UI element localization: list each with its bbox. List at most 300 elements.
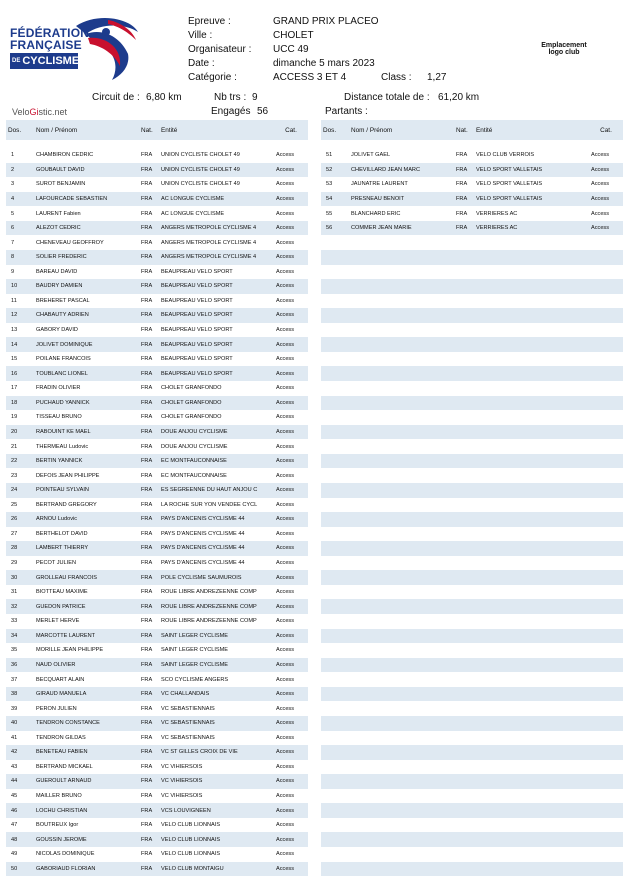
table-spacer <box>321 140 623 148</box>
dos-cell <box>321 687 349 702</box>
nat-cell <box>454 716 474 731</box>
name-cell <box>349 614 454 629</box>
nat-cell <box>454 454 474 469</box>
entity-cell: SAINT LEGER CYCLISME <box>159 643 274 658</box>
nat-cell: FRA <box>139 760 159 775</box>
table-row <box>6 527 308 542</box>
cat-cell <box>589 832 623 847</box>
name-cell <box>349 803 454 818</box>
nat-cell <box>454 803 474 818</box>
table-row <box>321 643 623 658</box>
table-row <box>6 585 308 600</box>
table-row <box>6 425 308 440</box>
entity-cell <box>474 454 589 469</box>
cat-cell <box>589 352 623 367</box>
cat-cell: Access <box>274 439 308 454</box>
name-cell <box>349 832 454 847</box>
name-cell: CHENEVEAU GEOFFROY <box>34 235 139 250</box>
name-cell: THERMEAU Ludovic <box>34 439 139 454</box>
cat-cell: Access <box>274 235 308 250</box>
dos-cell: 14 <box>6 337 34 352</box>
cat-cell: Access <box>589 206 623 221</box>
table-row <box>321 294 623 309</box>
cat-cell: Access <box>274 425 308 440</box>
table-row <box>6 862 308 877</box>
table-row <box>321 279 623 294</box>
cat-cell <box>589 527 623 542</box>
name-cell: POILANE FRANCOIS <box>34 352 139 367</box>
name-cell: CHEVILLARD JEAN MARC <box>349 163 454 178</box>
table-row <box>6 381 308 396</box>
table-row <box>321 221 623 236</box>
entity-cell: ROUE LIBRE ANDREZEENNE COMP <box>159 599 274 614</box>
entity-cell: CHOLET GRANFONDO <box>159 410 274 425</box>
entity-cell: EC MONTFAUCONNAISE <box>159 468 274 483</box>
entity-cell <box>474 789 589 804</box>
table-spacer <box>6 140 308 148</box>
cat-cell: Access <box>274 585 308 600</box>
nat-cell: FRA <box>139 541 159 556</box>
nat-cell <box>454 279 474 294</box>
nat-cell <box>454 745 474 760</box>
entity-cell <box>474 323 589 338</box>
cat-cell: Access <box>274 745 308 760</box>
table-row <box>6 177 308 192</box>
name-cell: BERTIN YANNICK <box>34 454 139 469</box>
entity-cell: ANGERS METROPOLE CYCLISME 4 <box>159 235 274 250</box>
nat-cell <box>454 352 474 367</box>
cat-cell <box>589 483 623 498</box>
dos-cell: 4 <box>6 192 34 207</box>
dos-cell <box>321 629 349 644</box>
name-cell: CHAMBIRON CEDRIC <box>34 148 139 163</box>
nat-cell: FRA <box>139 658 159 673</box>
entity-cell <box>474 498 589 513</box>
cat-cell: Access <box>589 221 623 236</box>
nat-cell <box>454 731 474 746</box>
nat-cell <box>454 760 474 775</box>
nat-cell: FRA <box>454 206 474 221</box>
cat-cell: Access <box>274 556 308 571</box>
dos-cell: 30 <box>6 570 34 585</box>
table-row <box>321 658 623 673</box>
nat-cell <box>454 701 474 716</box>
partants-label: Partants : <box>325 106 368 117</box>
entity-cell: VELO SPORT VALLETAIS <box>474 192 589 207</box>
dos-cell: 46 <box>6 803 34 818</box>
cat-cell: Access <box>274 847 308 862</box>
table-row <box>321 265 623 280</box>
table-row <box>321 556 623 571</box>
entity-cell <box>474 279 589 294</box>
table-row <box>321 731 623 746</box>
name-cell <box>349 570 454 585</box>
table-row <box>321 847 623 862</box>
entity-cell: ANGERS METROPOLE CYCLISME 4 <box>159 221 274 236</box>
dos-cell: 50 <box>6 862 34 877</box>
dos-cell <box>321 789 349 804</box>
organisateur-label: Organisateur : <box>188 44 252 55</box>
dos-cell: 16 <box>6 366 34 381</box>
nat-cell <box>454 672 474 687</box>
cat-cell: Access <box>274 803 308 818</box>
nat-cell: FRA <box>139 366 159 381</box>
cat-cell <box>589 599 623 614</box>
dos-cell <box>321 570 349 585</box>
name-cell <box>349 599 454 614</box>
name-cell: GABORIAUD FLORIAN <box>34 862 139 877</box>
dos-cell <box>321 658 349 673</box>
club-logo-placeholder <box>534 42 594 56</box>
table-row <box>6 294 308 309</box>
nat-cell: FRA <box>139 454 159 469</box>
name-cell: LOCHU CHRISTIAN <box>34 803 139 818</box>
name-cell: DEFOIS JEAN PHILIPPE <box>34 468 139 483</box>
dos-cell <box>321 701 349 716</box>
dos-cell <box>321 323 349 338</box>
name-cell: MARCOTTE LAURENT <box>34 629 139 644</box>
cat-cell <box>589 294 623 309</box>
dos-cell <box>321 483 349 498</box>
cat-cell: Access <box>274 294 308 309</box>
cat-cell: Access <box>274 366 308 381</box>
dos-cell <box>321 381 349 396</box>
name-cell <box>349 658 454 673</box>
dos-cell <box>321 556 349 571</box>
table-row <box>6 483 308 498</box>
table-row <box>321 716 623 731</box>
cat-cell: Access <box>274 177 308 192</box>
cat-cell: Access <box>274 498 308 513</box>
cat-cell: Access <box>274 265 308 280</box>
dos-cell <box>321 439 349 454</box>
nat-cell: FRA <box>139 425 159 440</box>
name-cell <box>349 862 454 877</box>
class-label: Class : <box>381 72 412 83</box>
table-row <box>6 337 308 352</box>
entity-cell: BEAUPREAU VELO SPORT <box>159 308 274 323</box>
nat-cell: FRA <box>454 163 474 178</box>
nat-cell: FRA <box>139 832 159 847</box>
nat-cell <box>454 250 474 265</box>
dos-cell: 49 <box>6 847 34 862</box>
dos-cell: 47 <box>6 818 34 833</box>
cat-cell <box>589 396 623 411</box>
name-cell: NICOLAS DOMINIQUE <box>34 847 139 862</box>
table-row <box>6 556 308 571</box>
name-cell <box>349 425 454 440</box>
entity-cell <box>474 512 589 527</box>
cat-cell: Access <box>589 177 623 192</box>
table-row <box>321 803 623 818</box>
name-cell: BLANCHARD ERIC <box>349 206 454 221</box>
table-row <box>6 745 308 760</box>
entity-cell: VC SEBASTIENNAIS <box>159 731 274 746</box>
entity-cell <box>474 687 589 702</box>
table-row <box>321 483 623 498</box>
dos-cell <box>321 396 349 411</box>
name-cell: GUEROULT ARNAUD <box>34 774 139 789</box>
entity-cell <box>474 570 589 585</box>
dos-cell <box>321 672 349 687</box>
entity-cell: PAYS D'ANCENIS CYCLISME 44 <box>159 527 274 542</box>
dos-cell: 27 <box>6 527 34 542</box>
nat-cell: FRA <box>139 512 159 527</box>
nat-cell: FRA <box>139 177 159 192</box>
cat-cell: Access <box>274 570 308 585</box>
entity-cell: VC ST GILLES CROIX DE VIE <box>159 745 274 760</box>
table-row <box>321 614 623 629</box>
entity-cell: CHOLET GRANFONDO <box>159 381 274 396</box>
cat-cell <box>589 498 623 513</box>
name-cell: POINTEAU SYLVAIN <box>34 483 139 498</box>
nat-cell: FRA <box>139 803 159 818</box>
name-cell: BREHERET PASCAL <box>34 294 139 309</box>
name-cell: LAMBERT THIERRY <box>34 541 139 556</box>
dos-cell: 1 <box>6 148 34 163</box>
name-cell <box>349 381 454 396</box>
name-cell: JOLIVET DOMINIQUE <box>34 337 139 352</box>
dos-cell: 35 <box>6 643 34 658</box>
table-row <box>6 672 308 687</box>
nat-cell: FRA <box>139 396 159 411</box>
nat-cell <box>454 599 474 614</box>
dos-cell: 5 <box>6 206 34 221</box>
table-row <box>6 163 308 178</box>
cat-cell: Access <box>274 672 308 687</box>
nat-cell <box>454 658 474 673</box>
nat-cell <box>454 527 474 542</box>
table-row <box>321 832 623 847</box>
dos-cell: 19 <box>6 410 34 425</box>
nat-cell <box>454 483 474 498</box>
table-row <box>6 614 308 629</box>
riders-table-left <box>6 120 308 876</box>
dos-cell: 44 <box>6 774 34 789</box>
distance-label: Distance totale de : <box>344 92 430 103</box>
entity-cell: VC VIHIERSOIS <box>159 789 274 804</box>
cat-cell: Access <box>274 483 308 498</box>
dos-cell: 39 <box>6 701 34 716</box>
name-cell <box>349 731 454 746</box>
cat-cell <box>589 803 623 818</box>
nat-cell: FRA <box>139 323 159 338</box>
table-row <box>6 629 308 644</box>
table-row <box>321 599 623 614</box>
cat-cell: Access <box>274 308 308 323</box>
name-cell <box>349 454 454 469</box>
nat-cell: FRA <box>139 410 159 425</box>
dos-cell <box>321 468 349 483</box>
dos-cell: 9 <box>6 265 34 280</box>
entity-cell <box>474 468 589 483</box>
nat-cell <box>454 570 474 585</box>
table-row <box>321 774 623 789</box>
brand-part-a: Velo <box>12 107 30 117</box>
name-cell <box>349 250 454 265</box>
name-cell <box>349 396 454 411</box>
class-value: 1,27 <box>427 72 447 83</box>
dos-cell <box>321 512 349 527</box>
entity-cell: AC LONGUE CYCLISME <box>159 192 274 207</box>
col-dos: Dos. <box>321 120 349 140</box>
dos-cell: 53 <box>321 177 349 192</box>
name-cell <box>349 512 454 527</box>
cat-cell <box>589 439 623 454</box>
table-row <box>321 818 623 833</box>
cat-cell <box>589 658 623 673</box>
cat-cell <box>589 410 623 425</box>
name-cell <box>349 323 454 338</box>
name-cell: NAUD OLIVIER <box>34 658 139 673</box>
table-row <box>6 366 308 381</box>
nat-cell: FRA <box>139 687 159 702</box>
table-row <box>321 498 623 513</box>
dos-cell <box>321 250 349 265</box>
entity-cell <box>474 265 589 280</box>
cat-cell: Access <box>274 527 308 542</box>
entity-cell: UNION CYCLISTE CHOLET 49 <box>159 148 274 163</box>
nat-cell: FRA <box>139 483 159 498</box>
table-row <box>6 847 308 862</box>
name-cell: TENDRON CONSTANCE <box>34 716 139 731</box>
entity-cell: PAYS D'ANCENIS CYCLISME 44 <box>159 541 274 556</box>
nat-cell <box>454 541 474 556</box>
table-row <box>6 439 308 454</box>
table-row <box>321 352 623 367</box>
table-row <box>6 352 308 367</box>
name-cell: BERTRAND GREGORY <box>34 498 139 513</box>
entity-cell: ANGERS METROPOLE CYCLISME 4 <box>159 250 274 265</box>
entity-cell: VELO CLUB LIONNAIS <box>159 832 274 847</box>
entity-cell <box>474 483 589 498</box>
table-row <box>321 148 623 163</box>
nat-cell <box>454 774 474 789</box>
dos-cell <box>321 366 349 381</box>
entity-cell <box>474 439 589 454</box>
ffc-logo <box>6 12 146 84</box>
nat-cell: FRA <box>139 352 159 367</box>
dos-cell: 41 <box>6 731 34 746</box>
entity-cell <box>474 425 589 440</box>
nat-cell <box>454 396 474 411</box>
cat-cell <box>589 512 623 527</box>
dos-cell: 20 <box>6 425 34 440</box>
name-cell: TENDRON GILDAS <box>34 731 139 746</box>
nat-cell <box>454 337 474 352</box>
entity-cell <box>474 629 589 644</box>
dos-cell <box>321 760 349 775</box>
name-cell: GOUBAULT DAVID <box>34 163 139 178</box>
cat-cell: Access <box>274 337 308 352</box>
nat-cell <box>454 410 474 425</box>
cat-cell <box>589 570 623 585</box>
cat-cell <box>589 425 623 440</box>
cat-cell: Access <box>274 250 308 265</box>
name-cell <box>349 265 454 280</box>
name-cell: MAILLER BRUNO <box>34 789 139 804</box>
cat-cell: Access <box>274 410 308 425</box>
name-cell <box>349 847 454 862</box>
nat-cell: FRA <box>139 235 159 250</box>
categorie-value: ACCESS 3 ET 4 <box>273 72 347 83</box>
nat-cell <box>454 381 474 396</box>
table-row <box>6 250 308 265</box>
dos-cell <box>321 745 349 760</box>
table-row <box>321 672 623 687</box>
nat-cell: FRA <box>139 629 159 644</box>
cat-cell: Access <box>589 163 623 178</box>
table-row <box>321 760 623 775</box>
dos-cell: 37 <box>6 672 34 687</box>
entity-cell <box>474 527 589 542</box>
entity-cell: BEAUPREAU VELO SPORT <box>159 279 274 294</box>
cat-cell: Access <box>274 701 308 716</box>
dos-cell: 7 <box>6 235 34 250</box>
table-row <box>321 206 623 221</box>
dos-cell <box>321 425 349 440</box>
entity-cell <box>474 308 589 323</box>
nat-cell: FRA <box>139 265 159 280</box>
table-row <box>321 425 623 440</box>
dos-cell: 31 <box>6 585 34 600</box>
engages-value: 56 <box>257 106 269 117</box>
cat-cell <box>589 366 623 381</box>
nat-cell: FRA <box>139 585 159 600</box>
table-row <box>6 832 308 847</box>
entity-cell <box>474 847 589 862</box>
ville-value: CHOLET <box>273 30 314 41</box>
col-nat: Nat. <box>454 120 474 140</box>
cat-cell: Access <box>274 760 308 775</box>
nat-cell <box>454 439 474 454</box>
table-row <box>6 818 308 833</box>
table-row <box>6 541 308 556</box>
entity-cell <box>474 643 589 658</box>
cat-cell <box>589 862 623 877</box>
entity-cell: SAINT LEGER CYCLISME <box>159 629 274 644</box>
name-cell: BENETEAU FABIEN <box>34 745 139 760</box>
velogistic-brand <box>12 107 67 117</box>
name-cell: JAUNATRE LAURENT <box>349 177 454 192</box>
cat-cell <box>589 323 623 338</box>
entity-cell: VERRIERES AC <box>474 206 589 221</box>
entity-cell: VELO SPORT VALLETAIS <box>474 177 589 192</box>
col-entite: Entité <box>474 120 589 140</box>
table-row <box>6 308 308 323</box>
table-row <box>321 163 623 178</box>
cat-cell: Access <box>274 221 308 236</box>
entity-cell: BEAUPREAU VELO SPORT <box>159 323 274 338</box>
dos-cell: 55 <box>321 206 349 221</box>
col-nom: Nom / Prénom <box>349 120 454 140</box>
cat-cell <box>589 541 623 556</box>
name-cell <box>349 629 454 644</box>
table-row <box>321 745 623 760</box>
table-row <box>321 366 623 381</box>
name-cell: TOUBLANC LIONEL <box>34 366 139 381</box>
cat-cell: Access <box>274 206 308 221</box>
nat-cell: FRA <box>139 643 159 658</box>
entity-cell: SCO CYCLISME ANGERS <box>159 672 274 687</box>
entity-cell: VC VIHIERSOIS <box>159 760 274 775</box>
dos-cell <box>321 541 349 556</box>
dos-cell: 42 <box>6 745 34 760</box>
entity-cell: VCS LOUVIGNEEN <box>159 803 274 818</box>
cat-cell: Access <box>274 352 308 367</box>
cat-cell: Access <box>274 643 308 658</box>
nat-cell <box>454 425 474 440</box>
